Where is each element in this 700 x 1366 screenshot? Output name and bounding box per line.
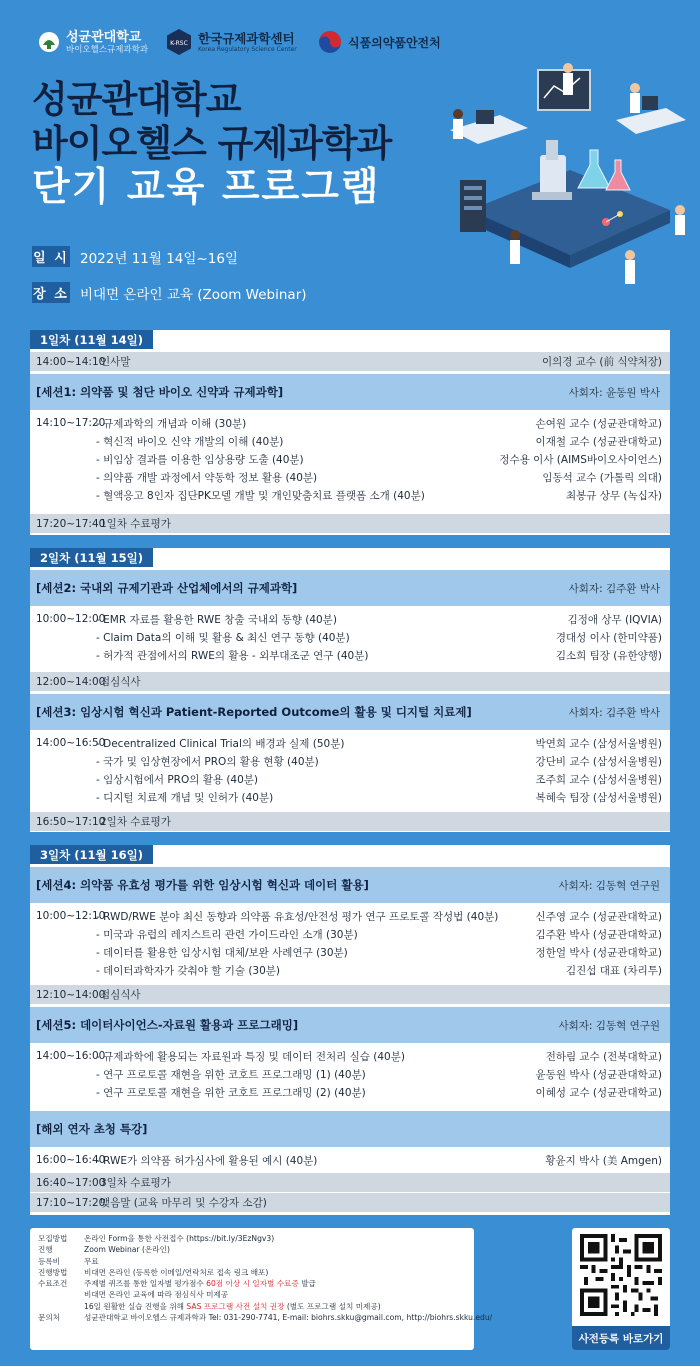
skku-logo-title: 성균관대학교 [66, 29, 142, 45]
flask-icon [578, 150, 630, 190]
session5-header [30, 1007, 670, 1043]
list-item [30, 1047, 670, 1065]
session4-moderator: 사회자: 김동혁 연구원 [558, 879, 660, 892]
session2-header [30, 570, 670, 606]
item-desc: - 국가 및 임상현장에서 PRO의 활용 현황 (40분) [96, 755, 319, 768]
session3-time: 14:00~16:50 [36, 737, 106, 749]
skku-logo-subtitle: 바이오헬스규제과학과 [66, 44, 149, 55]
day1-eval-time: 17:20~17:40 [36, 517, 106, 530]
special-lecture-title: [해외 연자 초청 특강] [36, 1122, 148, 1136]
logo-bar [38, 22, 458, 62]
info-value: 비대면 온라인 (등록한 이메일/연락처로 접속 링크 배포) [84, 1267, 269, 1277]
list-item [30, 788, 670, 806]
day2-block [30, 548, 670, 832]
day3-closing-row [30, 1193, 670, 1212]
item-speaker: 전하림 교수 (전북대학교) [545, 1050, 662, 1063]
info-value: Zoom Webinar (온라인) [84, 1245, 170, 1255]
item-desc: - 비임상 결과를 이용한 임상용량 도출 (40분) [96, 453, 304, 466]
contact-info[interactable]: 성균관대학교 바이오헬스 규제과학과 Tel: 031-290-7741, E-mail: biohrs.skku@gmail.com, http://biohrs.skku.edu/ [84, 1313, 493, 1323]
session1-title: [세션1: 의약품 및 첨단 바이오 신약과 규제과학] [36, 385, 284, 399]
item-speaker: 김주환 박사 (성균관대학교) [535, 928, 662, 941]
krsc-logo [166, 22, 297, 62]
program-title [32, 78, 452, 210]
item-desc: - 혈액응고 8인자 집단PK모델 개발 및 개인맞춤치료 플랫폼 소개 (40분) [96, 489, 425, 502]
info-row-certificate [38, 1301, 466, 1312]
info-row [38, 1233, 466, 1244]
item-desc: - RWD/RWE 분야 최신 동향과 의약품 유효성/안전성 평가 연구 프로토콜 작성법 (40분) [96, 910, 499, 923]
lab-illustration [430, 60, 692, 310]
day1-opening-time: 14:00~14:10 [36, 355, 106, 368]
session4-header [30, 867, 670, 903]
item-desc: - 의약품 개발 과정에서 약동학 정보 활용 (40분) [96, 471, 318, 484]
info-value: 무료 [84, 1256, 99, 1266]
day1-eval-label: 1일차 수료평가 [100, 518, 171, 530]
list-item [30, 1065, 670, 1083]
session2-title: [세션2: 국내외 규제기관과 산업체에서의 규제과학] [36, 581, 298, 595]
session2-moderator: 사회자: 김주환 박사 [568, 582, 660, 595]
info-row [38, 1256, 466, 1267]
info-row-certificate [38, 1289, 466, 1300]
cert-text: 주제별 퀴즈를 통한 일자별 평가점수 [84, 1279, 207, 1289]
item-desc: - Decentralized Clinical Trial의 배경과 실제 (50분) [96, 737, 345, 750]
info-key: 진행 [38, 1245, 53, 1255]
item-desc: - 디지털 치료제 개념 및 인허가 (40분) [96, 791, 274, 804]
day3-tag: 3일차 (11월 16일) [30, 845, 153, 864]
list-item [30, 770, 670, 788]
day3-eval-row [30, 1173, 670, 1192]
day1-tag: 1일차 (11월 14일) [30, 330, 153, 349]
cert-highlight: SAS 프로그램 사전 설치 권장 [186, 1301, 285, 1311]
day2-tag: 2일차 (11월 15일) [30, 548, 153, 567]
item-speaker: 최봉규 상무 (녹십자) [565, 489, 662, 502]
place-row [32, 282, 307, 303]
info-key: 진행방법 [38, 1267, 68, 1277]
info-box [30, 1228, 493, 1350]
info-key: 모집방법 [38, 1234, 68, 1243]
item-speaker: 김소희 팀장 (유한양행) [555, 649, 662, 662]
item-speaker: 강단비 교수 (삼성서울병원) [535, 755, 662, 768]
info-value [84, 1301, 381, 1312]
session3-title: [세션3: 임상시험 혁신과 Patient-Reported Outcome의 활용 및 디지털 치료제] [36, 705, 472, 719]
info-key: 문의처 [38, 1313, 61, 1323]
list-item [30, 486, 670, 504]
info-key [38, 1301, 84, 1312]
item-desc: - 규제과학에 활용되는 자료원과 특징 및 데이터 전처리 실습 (40분) [96, 1050, 405, 1063]
item-desc: - 임상시험에서 PRO의 활용 (40분) [96, 773, 259, 786]
list-item [30, 907, 670, 925]
cert-text: (별도 프로그램 설치 미제공) [284, 1301, 381, 1311]
list-item [30, 628, 670, 646]
server-rack-icon [460, 180, 486, 232]
session1-header [30, 374, 670, 410]
day3-lunch-label: 점심식사 [100, 989, 141, 1001]
day3-closing-label: 맺음말 (교육 마무리 및 수강자 소감) [100, 1197, 267, 1209]
title-line-1: 성균관대학교 [32, 78, 241, 121]
day1-opening-speaker: 이의경 교수 (前 식약처장) [542, 356, 662, 368]
info-value [84, 1278, 316, 1289]
session1-moderator: 사회자: 윤동원 박사 [568, 386, 660, 399]
item-desc: - Claim Data의 이해 및 활용 & 최신 연구 동향 (40분) [96, 631, 350, 644]
title-line-2: 바이오헬스 규제과학과 [32, 122, 392, 165]
day2-lunch-time: 12:00~14:00 [36, 675, 106, 688]
item-speaker: 박연희 교수 (삼성서울병원) [535, 737, 662, 750]
item-desc: - 데이터를 활용한 임상시험 대체/보완 사례연구 (30분) [96, 946, 348, 959]
item-desc: - 연구 프로토콜 재현을 위한 코호트 프로그래밍 (1) (40분) [96, 1068, 366, 1081]
day2-eval-label: 2일차 수료평가 [100, 816, 171, 828]
krsc-logo-title: 한국규제과학센터 [198, 30, 295, 46]
day2-lunch-label: 점심식사 [100, 676, 141, 688]
item-speaker: 임동석 교수 (가톨릭 의대) [542, 471, 662, 484]
item-desc: - 규제과학의 개념과 이해 (30분) [96, 417, 247, 430]
cert-highlight: 60점 이상 시 일자별 수료증 [206, 1279, 299, 1289]
item-speaker: 경대성 이사 (한미약품) [555, 631, 662, 644]
item-speaker: 조주희 교수 (삼성서울병원) [535, 773, 662, 786]
item-speaker: 정수용 이사 (AIMS바이오사이언스) [499, 453, 662, 466]
date-row [32, 246, 238, 267]
date-value: 2022년 11월 14일~16일 [80, 250, 238, 267]
session5-moderator: 사회자: 김동혁 연구원 [558, 1019, 660, 1032]
day3-eval-label: 3일차 수료평가 [100, 1177, 171, 1189]
list-item [30, 610, 670, 628]
session5-title: [세션5: 데이터사이언스-자료원 활용과 프로그래밍] [36, 1018, 299, 1032]
item-speaker: 윤동원 박사 (성균관대학교) [535, 1068, 662, 1081]
info-key [38, 1289, 84, 1300]
list-item [30, 925, 670, 943]
info-value: 비대면 온라인 교육에 따라 점심식사 미제공 [84, 1290, 229, 1300]
item-speaker: 김진섭 대표 (차리투) [565, 964, 662, 977]
list-item [30, 752, 670, 770]
skku-logo [38, 22, 148, 62]
qr-box[interactable] [572, 1228, 670, 1350]
mfds-logo-title: 식품의약품안전처 [348, 35, 441, 50]
session5-time: 14:00~16:00 [36, 1050, 106, 1062]
item-speaker: 이재철 교수 (성균관대학교) [535, 435, 662, 448]
info-row [38, 1267, 466, 1278]
krsc-badge-text: K-RSC [170, 40, 188, 47]
list-item [30, 1083, 670, 1101]
title-line-3: 단기 교육 프로그램 [32, 165, 381, 210]
register-button[interactable]: 사전등록 바로가기 [572, 1326, 670, 1350]
list-item [30, 468, 670, 486]
krsc-emblem-icon [166, 28, 192, 56]
session4-title: [세션4: 의약품 유효성 평가를 위한 임상시험 혁신과 데이터 활용] [36, 878, 369, 892]
special-lecture-header [30, 1111, 670, 1147]
day2-eval-time: 16:50~17:10 [36, 815, 106, 828]
item-desc: - 연구 프로토콜 재현을 위한 코호트 프로그래밍 (2) (40분) [96, 1086, 366, 1099]
item-speaker: 복혜숙 팀장 (삼성서울병원) [535, 791, 662, 804]
day3-closing-time: 17:10~17:20 [36, 1196, 106, 1209]
item-desc: - 혁신적 바이오 신약 개발의 이해 (40분) [96, 435, 284, 448]
info-row [38, 1244, 466, 1255]
item-desc: - EMR 자료를 활용한 RWE 창출 국내외 동향 (40분) [96, 613, 337, 626]
session3-moderator: 사회자: 김주환 박사 [568, 706, 660, 719]
item-speaker: 이혜성 교수 (성균관대학교) [535, 1086, 662, 1099]
info-key: 수료조건 [38, 1279, 68, 1289]
day1-opening-label: 인사말 [100, 356, 131, 368]
day1-block [30, 330, 670, 535]
list-item [30, 450, 670, 468]
date-tag: 일 시 [32, 246, 70, 267]
item-desc: - 미국과 유럽의 레지스트리 관련 가이드라인 소개 (30분) [96, 928, 358, 941]
skku-emblem-icon [38, 31, 60, 53]
item-desc: - 데이터과학자가 갖춰야 할 기술 (30분) [96, 964, 281, 977]
list-item [30, 1151, 670, 1169]
item-speaker: 손여원 교수 (성균관대학교) [535, 417, 662, 430]
taegeuk-emblem-icon [318, 30, 342, 54]
list-item [30, 961, 670, 979]
qr-code-icon[interactable] [580, 1234, 662, 1316]
cert-text: 16일 원활한 실습 진행을 위해 [84, 1301, 187, 1311]
item-speaker: 황윤지 박사 (美 Amgen) [545, 1154, 662, 1167]
krsc-logo-subtitle: Korea Regulatory Science Center [198, 45, 297, 53]
day3-lunch-time: 12:10~14:00 [36, 988, 106, 1001]
session1-time: 14:10~17:20 [36, 417, 106, 429]
cert-text: 발급 [298, 1279, 316, 1289]
session4-time: 10:00~12:10 [36, 910, 106, 922]
item-desc: - RWE가 의약품 허가심사에 활용된 예시 (40분) [96, 1154, 318, 1167]
session2-time: 10:00~12:00 [36, 613, 106, 625]
day3-block [30, 845, 670, 1215]
lab-platform [470, 170, 670, 268]
item-speaker: 정한얼 박사 (성균관대학교) [535, 946, 662, 959]
list-item [30, 943, 670, 961]
day1-opening-row [30, 352, 670, 371]
session3-header [30, 694, 670, 730]
info-key: 등록비 [38, 1256, 61, 1266]
list-item [30, 646, 670, 664]
list-item [30, 432, 670, 450]
day2-lunch-row [30, 672, 670, 691]
info-row-contact [38, 1312, 493, 1323]
item-desc: - 허가적 관점에서의 RWE의 활용 - 외부대조군 연구 (40분) [96, 649, 369, 662]
info-row-certificate [38, 1278, 466, 1289]
list-item [30, 734, 670, 752]
place-tag: 장 소 [32, 282, 70, 303]
item-speaker: 신주영 교수 (성균관대학교) [535, 910, 662, 923]
mfds-logo [318, 22, 441, 62]
place-value: 비대면 온라인 교육 (Zoom Webinar) [80, 286, 307, 303]
day2-eval-row [30, 812, 670, 831]
item-speaker: 김정애 상무 (IQVIA) [567, 613, 662, 626]
info-value: 온라인 Form을 통한 사전접수 (https://bit.ly/3EzNgv3) [84, 1234, 275, 1243]
special-lecture-time: 16:00~16:40 [36, 1154, 106, 1166]
day3-lunch-row [30, 985, 670, 1004]
day1-eval-row [30, 514, 670, 533]
list-item [30, 414, 670, 432]
day3-eval-time: 16:40~17:00 [36, 1176, 106, 1189]
